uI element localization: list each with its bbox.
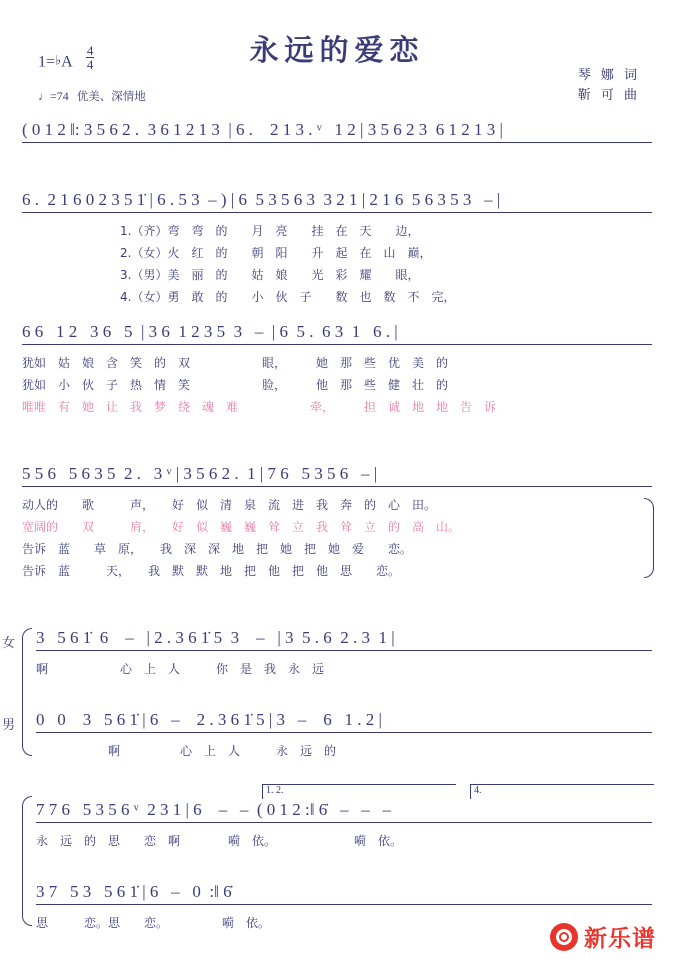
stave-4-lyric-3: 告诉 蓝 草 原， 我 深 深 地 把 她 把 她 爱 恋。 xyxy=(22,542,413,556)
stave-3-lyric-2: 犹如 小 伙 子 热 情 笑 脸， 他 那 些 健 壮 的 xyxy=(22,378,449,392)
stave-3-lyric-3: 唯唯 有 她 让 我 梦 绕 魂 难 牵， 担 诚 地 地 告 诉 xyxy=(22,400,497,414)
stave-6-notes-female: 7 7 6 5 3 5 6 ᵛ 2 3 1 | 6 – – ( 0 1 2 :‖ 6̇ – – – xyxy=(36,800,392,819)
stave-6-notes-male: 3 7 5 3 5 6 1̇ | 6 – 0 :‖ 6̇ xyxy=(36,882,232,901)
stave-3-lyric-1: 犹如 姑 娘 含 笑 的 双 眼， 她 那 些 优 美 的 xyxy=(22,356,449,370)
key-signature xyxy=(38,44,94,72)
stave-4-lyric-2: 宽阔的 双 肩， 好 似 巍 巍 耸 立 我 耸 立 的 高 山。 xyxy=(22,520,461,534)
stave-6-lyric-male: 思 恋。思 恋。 嗬 依。 xyxy=(36,916,271,930)
lyricist: 琴 娜 词 xyxy=(577,68,640,83)
key-note: A xyxy=(61,53,72,71)
meter-denominator: 4 xyxy=(86,57,94,73)
disc-icon xyxy=(550,923,578,951)
stave-4-lyric-4: 告诉 蓝 天， 我 默 默 地 把 他 把 他 思 恋。 xyxy=(22,564,401,578)
stave-5-lyric-male: 啊 心 上 人 永 远 的 xyxy=(36,744,337,758)
stave-5-notes-male: 0 0 3 5 6 1̇ | 6 – 2 . 3 6 1̇ 5 | 3 – 6 1 . 2 | xyxy=(36,710,382,729)
page-title: 永远的爱恋 xyxy=(249,33,425,67)
stave-2-lyric-4: 4.（女）勇 敢 的 小 伙 子 数 也 数 不 完， xyxy=(120,290,456,304)
stave-5-notes-female: 3 5 6 1̇ 6 – | 2 . 3 6 1̇ 5 3 – | 3 5 . 6 2 . 3 1 | xyxy=(36,628,395,647)
stave-6-lyric-female: 永 远 的 思 恋 啊 嗬 依。 嗬 依。 xyxy=(36,834,403,848)
stave-1-notes: ( 0 1 2 ‖: 3 5 6 2 . 3 6 1 2 1 3 | 6 . 2 1 3 . ᵛ 1 2 | 3 5 6 2 3 6 1 2 1 3 | xyxy=(22,120,503,139)
ending-bracket-1: 1. 2. xyxy=(262,784,456,799)
stave-5-lyric-female: 啊 心 上 人 你 是 我 永 远 xyxy=(36,662,325,676)
stave-2-lyric-2: 2.（女）火 红 的 朝 阳 升 起 在 山 巅， xyxy=(120,246,432,260)
meter-numerator: 4 xyxy=(86,43,94,58)
logo-text: 新乐谱 xyxy=(584,925,656,952)
ending-bracket-2: 4. xyxy=(470,784,654,799)
time-signature xyxy=(86,44,95,72)
expression-marking: 优美、深情地 xyxy=(76,89,146,103)
key-accidental: ♭ xyxy=(55,52,62,68)
credits xyxy=(578,66,640,106)
stave-2-lyric-3: 3.（男）美 丽 的 姑 娘 光 彩 耀 眼， xyxy=(120,268,420,282)
stave-4-notes: 5 5 6 5 6 3 5 2 . 3 ᵛ | 3 5 6 2 . 1 | 7 6 5 3 5 6 – | xyxy=(22,464,378,483)
part-label-male: 男 xyxy=(2,718,16,733)
stave-3-notes: 6 6 1 2 3 6 5 | 3 6 1 2 3 5 3 – | 6 5 . 6 3 1 6 . | xyxy=(22,322,398,341)
tempo-marking xyxy=(38,88,146,104)
stave-2-notes: 6 . 2 1 6 0 2 3 5 1̇ | 6 . 5 3 – ) | 6 5 3 5 6 3 3 2 1 | 2 1 6 5 6 3 5 3 – | xyxy=(22,190,501,209)
tempo-value: ♩=74 xyxy=(38,89,69,103)
site-logo xyxy=(550,920,656,953)
key-label: 1= xyxy=(38,53,56,71)
stave-2-lyric-1: 1.（齐）弯 弯 的 月 亮 挂 在 天 边， xyxy=(120,224,420,238)
stave-4-lyric-1: 动人的 歌 声， 好 似 清 泉 流 进 我 奔 的 心 田。 xyxy=(22,498,437,512)
part-label-female: 女 xyxy=(2,636,16,651)
composer: 靳 可 曲 xyxy=(577,88,640,104)
